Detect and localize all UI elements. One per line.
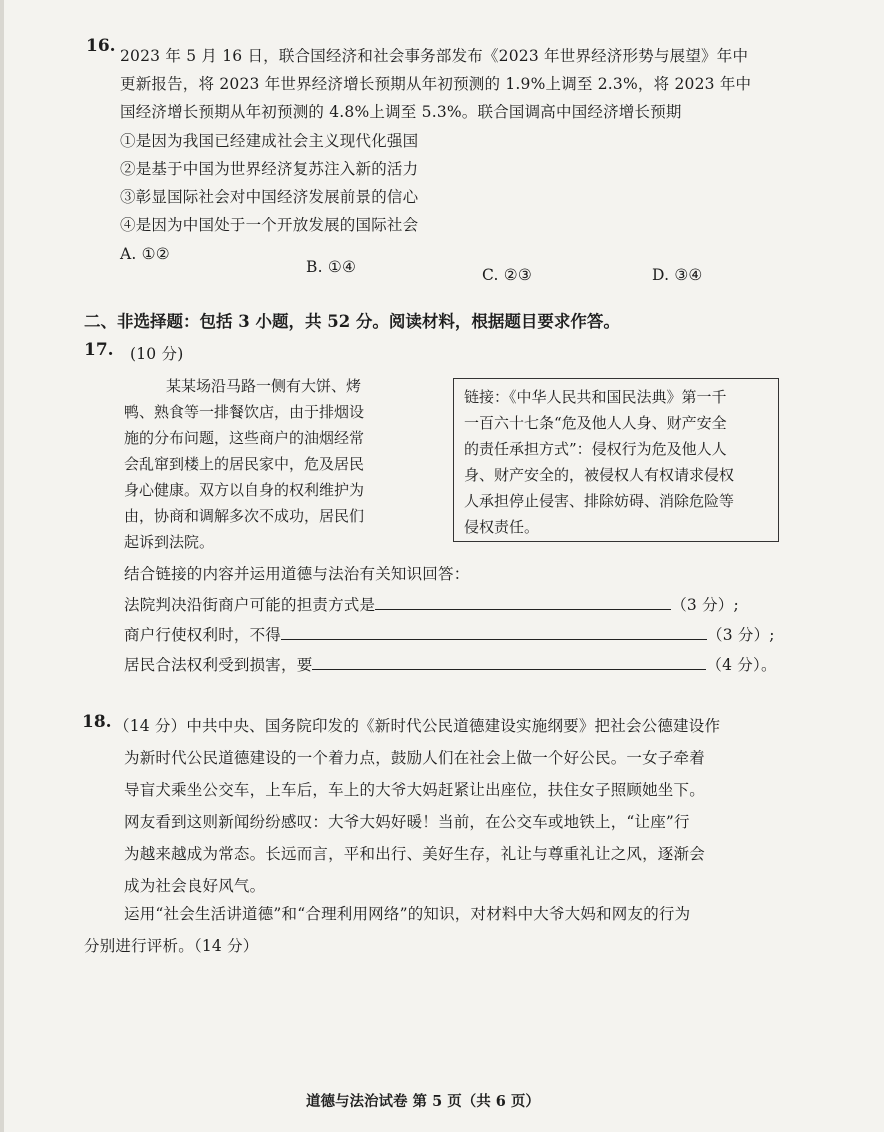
q16-line-2: 更新报告，将 2023 年世界经济增长预期从年初预测的 1.9%上调至 2.3%，将 2023 年中 [120,75,752,93]
q17-blank-row-3 [124,653,777,675]
q18-line-7: 运用“社会生活讲道德”和“合理利用网络”的知识，对材料中大爷大妈和网友的行为 [124,905,691,923]
q17-number: 17. [84,340,114,360]
q18-line-4: 网友看到这则新闻纷纷感叹：大爷大妈好暖！当前，在公交车或地铁上，“让座”行 [124,813,690,831]
q18-line-6: 成为社会良好风气。 [124,877,266,895]
q17-blank-3-score: （4 分）。 [706,656,777,674]
q16-option-d: D. ③④ [652,266,703,284]
q17-blank-2-prompt: 商户行使权利时，不得 [124,626,282,644]
q17-answer-blank-1[interactable] [375,594,671,610]
q16-statement-3: ③彰显国际社会对中国经济发展前景的信心 [120,188,419,206]
page-footer: 道德与法治试卷 第 5 页（共 6 页） [306,1093,540,1110]
scan-edge [0,0,4,1132]
q17-case-line-3: 施的分布问题，这些商户的油烟经常 [124,429,365,447]
q18-line-5: 为越来越成为常态。长远而言，平和出行、美好生存，礼让与尊重礼让之风，逐渐会 [124,845,705,863]
q17-blank-row-2 [124,623,775,645]
q18-line-2: 为新时代公民道德建设的一个着力点，鼓励人们在社会上做一个好公民。一女子牵着 [124,749,705,767]
q17-blank-row-1 [124,593,739,615]
q16-line-3: 国经济增长预期从年初预测的 4.8%上调至 5.3%。联合国调高中国经济增长预期 [120,103,682,121]
q17-blank-1-prompt: 法院判决沿街商户可能的担责方式是 [124,596,376,614]
q18-line-3: 导盲犬乘坐公交车，上车后，车上的大爷大妈赶紧让出座位，扶住女子照顾她坐下。 [124,781,705,799]
q17-case-line-5: 身心健康。双方以自身的权利维护为 [124,481,365,499]
q17-case-line-7: 起诉到法院。 [124,533,215,551]
q17-blank-1-score: （3 分）; [671,596,739,614]
q16-statement-4: ④是因为中国处于一个开放发展的国际社会 [120,216,419,234]
q17-link-line-6: 侵权责任。 [464,518,540,536]
q18-line-1: （14 分）中共中央、国务院印发的《新时代公民道德建设实施纲要》把社会公德建设作 [114,717,721,735]
q17-link-line-1: 链接：《中华人民共和国民法典》第一千 [464,388,727,406]
q16-line-1: 2023 年 5 月 16 日，联合国经济和社会事务部发布《2023 年世界经济形势与展望》年中 [120,47,749,65]
q17-instruction: 结合链接的内容并运用道德与法治有关知识回答： [124,565,470,583]
q16-option-a: A. ①② [120,245,170,263]
q17-answer-blank-2[interactable] [281,624,707,640]
q17-case-line-2: 鸭、熟食等一排餐饮店，由于排烟设 [124,403,365,421]
q17-link-line-5: 人承担停止侵害、排除妨碍、消除危险等 [464,492,735,510]
q17-link-line-2: 一百六十七条“危及他人人身、财产安全 [464,414,727,432]
section-2-title: 二、非选择题：包括 3 小题，共 52 分。阅读材料，根据题目要求作答。 [84,312,620,331]
q17-case-line-4: 会乱窜到楼上的居民家中，危及居民 [124,455,365,473]
q17-link-line-3: 的责任承担方式”：侵权行为危及他人人 [464,440,727,458]
q16-number: 16. [86,36,116,56]
q17-link-box [453,378,779,542]
q17-answer-blank-3[interactable] [312,654,706,670]
q18-line-8: 分别进行评析。（14 分） [84,937,259,955]
q18-number: 18. [82,712,112,732]
q16-statement-2: ②是基于中国为世界经济复苏注入新的活力 [120,160,419,178]
q17-blank-3-prompt: 居民合法权利受到损害，要 [124,656,313,674]
q17-case-line-1: 某某场沿马路一侧有大饼、烤 [166,377,362,395]
q17-link-line-4: 身、财产安全的，被侵权人有权请求侵权 [464,466,735,484]
q16-statement-1: ①是因为我国已经建成社会主义现代化强国 [120,132,419,150]
q17-blank-2-score: （3 分）; [707,626,775,644]
q16-option-b: B. ①④ [306,258,357,276]
q17-score: (10 分) [130,345,184,363]
q16-option-c: C. ②③ [482,266,532,284]
q17-case-line-6: 由，协商和调解多次不成功，居民们 [124,507,365,525]
